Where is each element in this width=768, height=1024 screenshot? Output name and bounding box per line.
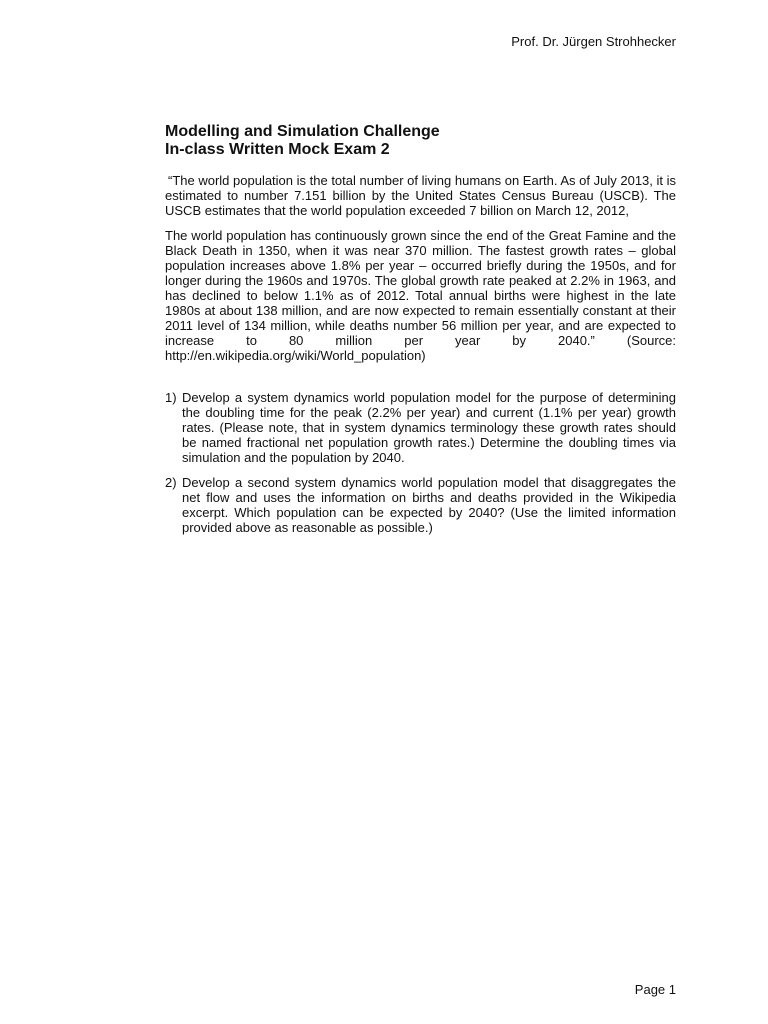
intro-paragraph-2: The world population has continuously grown since the end of the Great Famine and the Black Death in 1350, when it was near 370 million. The fastest growth rates – global population increases above 1.8% per year – occurred briefly during the 1950s, and for longer during the 1960s and 1970s. The global growth rate peaked at 2.2% in 1963, and has declined to below 1.1% as of 2012. Total annual births were highest in the late 1980s at about 138 million, and are now expected to remain essentially constant at their 2011 level of 134 million, while deaths number 56 million per year, and are expected to increase to 80 million per year by 2040.” (Source: http://en.wikipedia.org/wiki/World_population) bbox=[165, 228, 676, 363]
header-author: Prof. Dr. Jürgen Strohhecker bbox=[511, 34, 676, 49]
document-body bbox=[165, 123, 676, 545]
page-number: Page 1 bbox=[634, 982, 676, 997]
title-line-2: In-class Written Mock Exam 2 bbox=[165, 141, 390, 158]
task-item-2 bbox=[165, 475, 676, 535]
intro-section bbox=[165, 173, 676, 363]
task-text: Develop a second system dynamics world population model that disaggregates the net flow and uses the information on births and deaths provided in the Wikipedia excerpt. Which population can be expected by 2040? (Use the limited information provided above as reasonable as possible.) bbox=[182, 475, 676, 535]
intro-paragraph-1: “The world population is the total number of living humans on Earth. As of July 2013, it is estimated to number 7.151 billion by the United States Census Bureau (USCB). The USCB estimates that the world population exceeded 7 billion on March 12, 2012, bbox=[165, 173, 676, 218]
task-item-1 bbox=[165, 390, 676, 465]
task-list bbox=[165, 390, 676, 535]
task-text: Develop a system dynamics world population model for the purpose of determining the doubling time for the peak (2.2% per year) and current (1.1% per year) growth rates. (Please note, that in system dynamics terminology these growth rates should be named fractional net population growth rates.) Determine the doubling times via simulation and the population by 2040. bbox=[182, 390, 676, 465]
task-number: 2) bbox=[165, 475, 177, 490]
task-number: 1) bbox=[165, 390, 177, 405]
document-title bbox=[165, 123, 676, 159]
title-line-1: Modelling and Simulation Challenge bbox=[165, 123, 440, 140]
